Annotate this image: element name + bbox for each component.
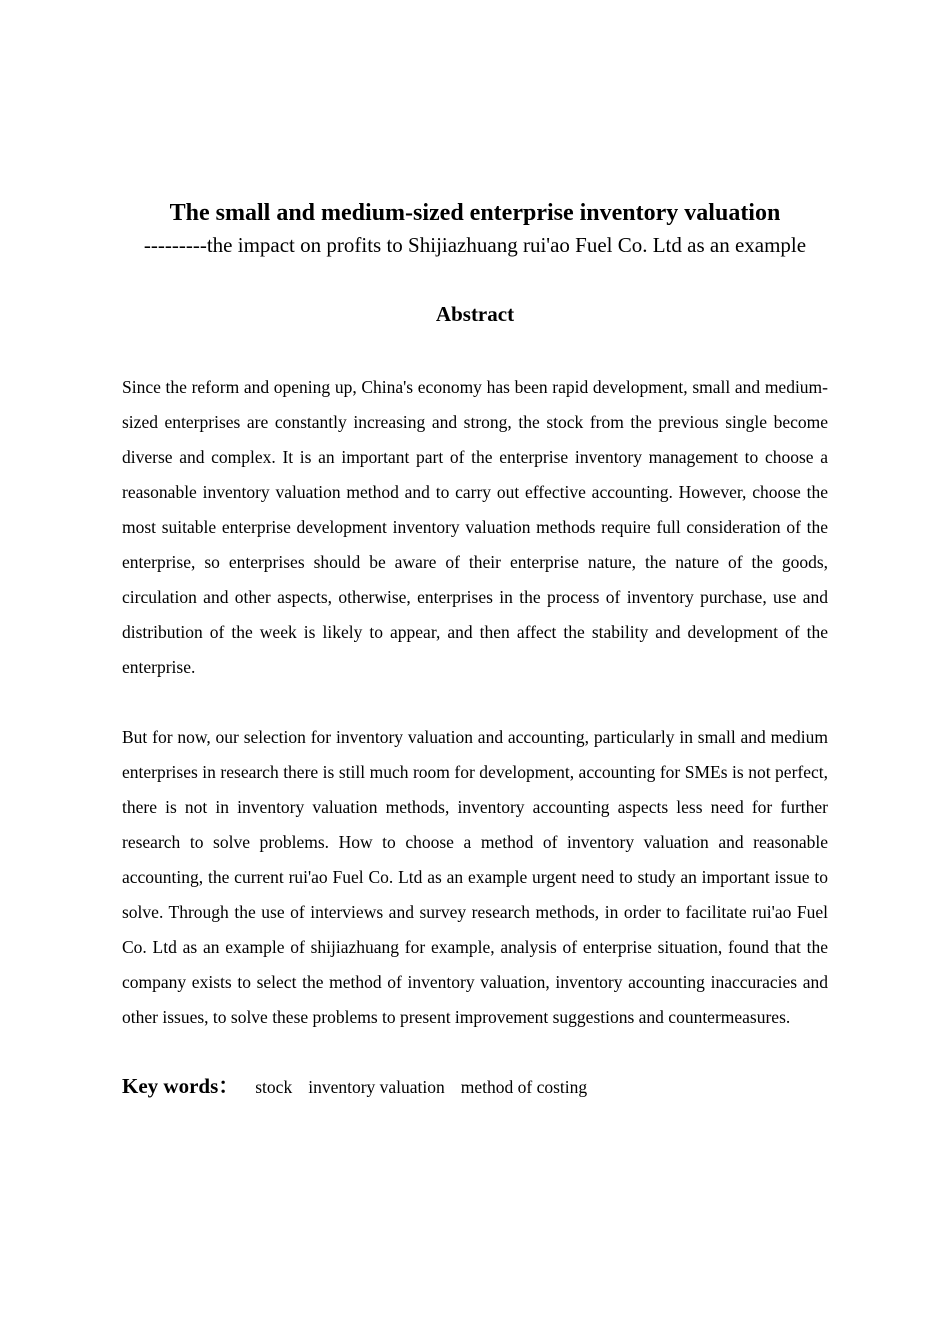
abstract-paragraph: Since the reform and opening up, China's economy has been rapid development, small and medium-sized enterprises are constantly increasing and strong, the stock from the previous single become diverse and complex. It is an important part of the enterprise inventory management to choose a reasonable inventory valuation method and to carry out effective accounting. However, choose the most suitable enterprise development inventory valuation methods require full consideration of the enterprise, so enterprises should be aware of their enterprise nature, the nature of the goods, circulation and other aspects, otherwise, enterprises in the process of inventory purchase, use and distribution of the week is likely to appear, and then affect the stability and development of the enterprise.: [122, 377, 828, 677]
paper-subtitle: ---------the impact on profits to Shijiazhuang rui'ao Fuel Co. Ltd as an example: [143, 233, 807, 257]
abstract-heading: Abstract: [435, 302, 515, 326]
keywords-line: [122, 1071, 828, 1102]
keyword: stock: [255, 1077, 293, 1097]
abstract-paragraph: But for now, our selection for inventory valuation and accounting, particularly in small and medium enterprises in research there is still much room for development, accounting for SMEs is not perfect, there is not in inventory valuation methods, inventory accounting aspects less need for further research to solve problems. How to choose a method of inventory valuation and reasonable accounting, the current rui'ao Fuel Co. Ltd as an example urgent need to study an important issue to solve. Through the use of interviews and survey research methods, in order to facilitate rui'ao Fuel Co. Ltd as an example of shijiazhuang for example, analysis of enterprise situation, found that the company exists to select the method of inventory valuation, inventory accounting inaccuracies and other issues, to solve these problems to present improvement suggestions and countermeasures.: [122, 727, 828, 1027]
document-page: [122, 196, 828, 1102]
keyword: method of costing: [460, 1077, 588, 1097]
keywords-label: Key words：: [122, 1074, 240, 1098]
keyword: inventory valuation: [308, 1077, 445, 1097]
paper-title: The small and medium-sized enterprise inventory valuation: [169, 200, 781, 226]
